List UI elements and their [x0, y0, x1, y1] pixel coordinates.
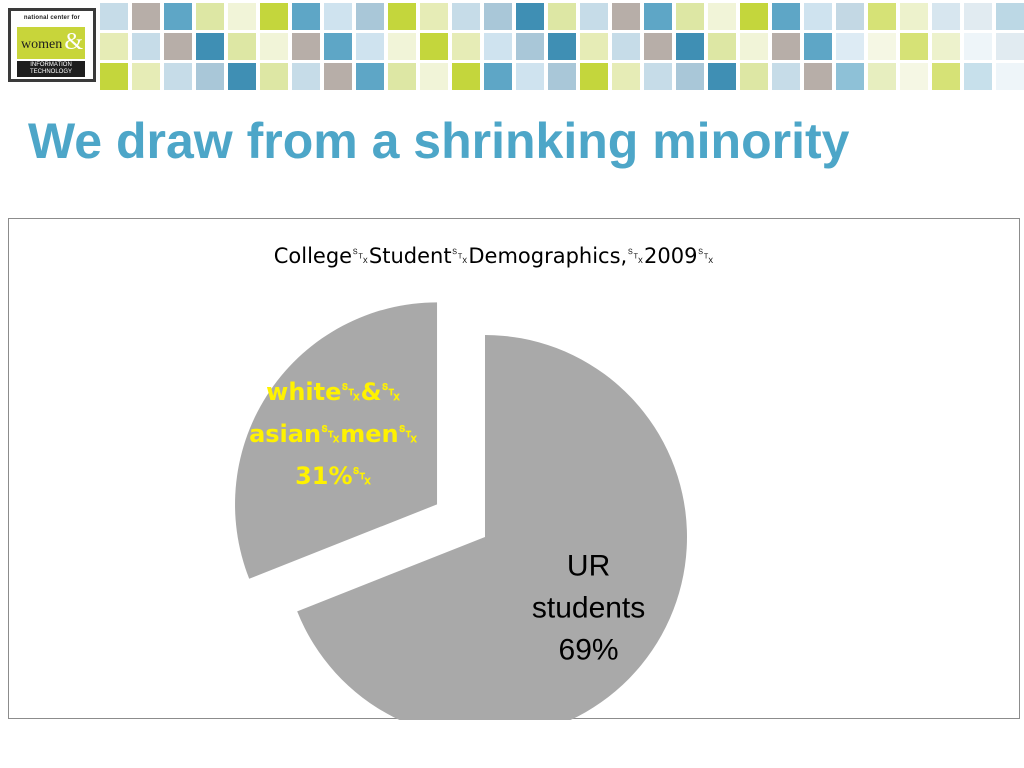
header-tile: [676, 33, 704, 60]
header-tile: [260, 3, 288, 30]
header-tile: [772, 63, 800, 90]
header-tile: [964, 63, 992, 90]
pie-label-line: students: [531, 591, 646, 625]
header-tile: [580, 33, 608, 60]
header-tile: [804, 3, 832, 30]
header-tile: [900, 33, 928, 60]
logo-text-women: women: [21, 37, 63, 52]
pie-slices: [235, 302, 687, 720]
header-tile: [772, 3, 800, 30]
header-tile: [420, 63, 448, 90]
header-tile: [580, 3, 608, 30]
header-tile: [996, 3, 1024, 30]
header-tile: [708, 63, 736, 90]
pie-chart: [9, 219, 1021, 720]
header-tile: [612, 33, 640, 60]
header-tile: [932, 3, 960, 30]
header-tile: [292, 3, 320, 30]
logo-text-technology: TECHNOLOGY: [29, 69, 72, 75]
header-tile: [164, 3, 192, 30]
ncwit-logo: [8, 8, 96, 82]
header-tile: [868, 33, 896, 60]
logo-text-bottom: [17, 61, 85, 77]
header-tile: [100, 3, 128, 30]
header-tile: [644, 33, 672, 60]
header-tile: [292, 63, 320, 90]
header-tile: [292, 33, 320, 60]
logo-text-information: INFORMATION: [30, 62, 72, 68]
header-tile: [996, 33, 1024, 60]
page-title: We draw from a shrinking minority: [28, 113, 850, 169]
header-tile: [132, 63, 160, 90]
header-tile: [484, 33, 512, 60]
header-tile: [964, 3, 992, 30]
header-tile: [708, 3, 736, 30]
header-tile: [740, 63, 768, 90]
header-tile: [676, 3, 704, 30]
header-tile: [196, 63, 224, 90]
header-tile: [388, 3, 416, 30]
header-tile: [324, 33, 352, 60]
pie-label-line: 31%␂: [295, 462, 372, 491]
pie-label-line: 69%: [558, 633, 619, 667]
header-tile: [132, 33, 160, 60]
header-tile: [548, 3, 576, 30]
header-tile: [612, 3, 640, 30]
header-tile: [580, 63, 608, 90]
header-tile: [452, 63, 480, 90]
header-tile: [164, 63, 192, 90]
pie-label-line: asian␂men␂: [249, 420, 418, 449]
header-tile: [932, 33, 960, 60]
header-tile: [228, 3, 256, 30]
header-tile: [836, 33, 864, 60]
logo-women-block: [17, 27, 85, 59]
header-tile: [868, 3, 896, 30]
header-tile: [260, 33, 288, 60]
header-tile: [516, 33, 544, 60]
header-tile: [420, 33, 448, 60]
header-tile: [164, 33, 192, 60]
header-tile: [452, 33, 480, 60]
header-tile: [804, 63, 832, 90]
pie-label-line: UR: [566, 549, 611, 583]
header-tile: [100, 63, 128, 90]
header-tile: [644, 63, 672, 90]
header-tile: [388, 33, 416, 60]
header-tile: [740, 33, 768, 60]
header-tile: [100, 33, 128, 60]
header-tile: [484, 3, 512, 30]
logo-ampersand: &: [64, 29, 83, 55]
header-tile: [868, 63, 896, 90]
header-tile: [516, 3, 544, 30]
pie-label-line: white␂&␂: [266, 378, 401, 407]
header-tile: [484, 63, 512, 90]
header-tile: [324, 3, 352, 30]
header-tile: [196, 33, 224, 60]
header-tile: [772, 33, 800, 60]
header-tile: [996, 63, 1024, 90]
header-tile: [708, 33, 736, 60]
header-tile: [260, 63, 288, 90]
header-tile: [964, 33, 992, 60]
header-tile: [836, 3, 864, 30]
header-tile: [676, 63, 704, 90]
header-tile: [356, 3, 384, 30]
header-tile: [932, 63, 960, 90]
header-tile: [420, 3, 448, 30]
chart-title: College␂Student␂Demographics,␂2009␂: [273, 244, 715, 268]
header-tile: [132, 3, 160, 30]
header-tile: [356, 63, 384, 90]
header-tile: [324, 63, 352, 90]
header-tile: [228, 33, 256, 60]
header-tile: [196, 3, 224, 30]
header-tile: [548, 63, 576, 90]
header-tile: [900, 63, 928, 90]
header-tile: [452, 3, 480, 30]
header-tile: [836, 63, 864, 90]
header-tile: [356, 33, 384, 60]
header-tile-pattern: [0, 0, 1024, 100]
header-tile: [612, 63, 640, 90]
chart-frame: [8, 218, 1020, 719]
header-tile: [228, 63, 256, 90]
header-tile: [548, 33, 576, 60]
header-tile: [900, 3, 928, 30]
header-tile: [388, 63, 416, 90]
header-tile: [740, 3, 768, 30]
logo-text-top: national center for: [23, 15, 81, 21]
header-tile: [644, 3, 672, 30]
header-tile: [516, 63, 544, 90]
header-tile: [804, 33, 832, 60]
